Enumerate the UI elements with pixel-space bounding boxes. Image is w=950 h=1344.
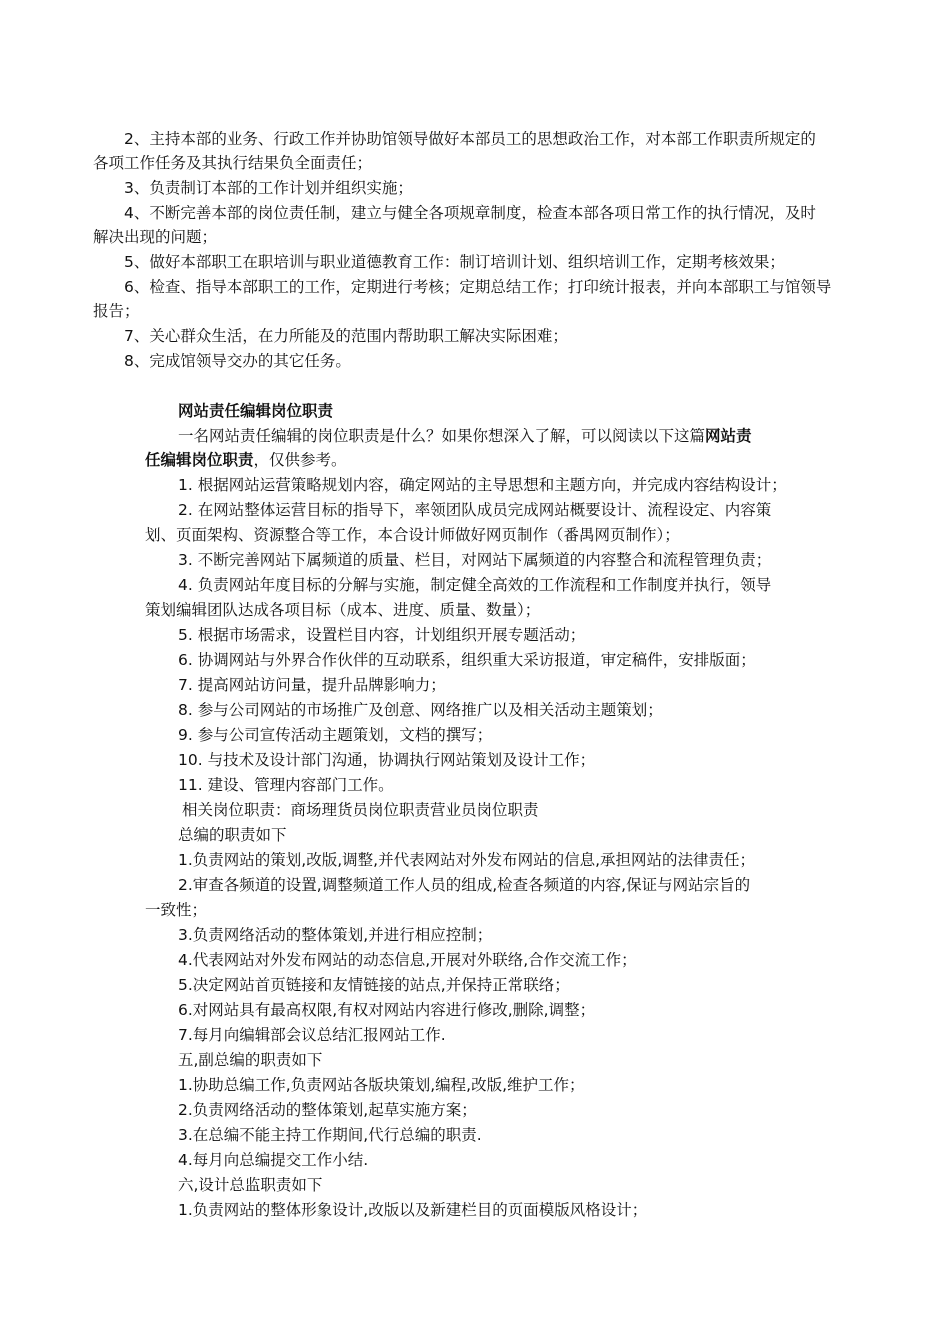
s5-heading: 六,设计总监职责如下 <box>178 1176 323 1194</box>
intro-text: 一名网站责任编辑的岗位职责是什么？如果你想深入了解，可以阅读以下这篇 <box>178 427 706 445</box>
s4-item2: 2.负责网络活动的整体策划,起草实施方案； <box>178 1101 477 1119</box>
s2-item4-line1: 4. 负责网站年度目标的分解与实施，制定健全高效的工作流程和工作制度并执行，领导 <box>178 576 772 594</box>
intro-bold-link-cont: 任编辑岗位职责 <box>145 451 254 469</box>
s2-item3: 3. 不断完善网站下属频道的质量、栏目，对网站下属频道的内容整合和流程管理负责； <box>178 551 772 569</box>
s3-item2-line2: 一致性； <box>145 901 208 919</box>
s1-item3: 3、负责制订本部的工作计划并组织实施； <box>124 179 413 197</box>
s5-item1: 1.负责网站的整体形象设计,改版以及新建栏目的页面模版风格设计； <box>178 1201 648 1219</box>
s2-item7: 7. 提高网站访问量，提升品牌影响力； <box>178 676 446 694</box>
s2-item2-line1: 2. 在网站整体运营目标的指导下，率领团队成员完成网站概要设计、流程设定、内容策 <box>178 501 772 519</box>
s1-item8: 8、完成馆领导交办的其它任务。 <box>124 352 351 370</box>
s1-item2-line2: 各项工作任务及其执行结果负全面责任； <box>93 154 373 172</box>
s1-item6-line1: 6、检查、指导本部职工的工作，定期进行考核；定期总结工作；打印统计报表，并向本部职工与馆领导 <box>124 278 832 296</box>
section-title: 网站责任编辑岗位职责 <box>178 402 334 420</box>
s1-item4-line1: 4、不断完善本部的岗位责任制，建立与健全各项规章制度，检查本部各项日常工作的执行情况，及时 <box>124 204 816 222</box>
s2-item11: 11. 建设、管理内容部门工作。 <box>178 776 394 794</box>
s2-intro-line2 <box>145 448 347 472</box>
s3-heading: 总编的职责如下 <box>178 826 287 844</box>
s3-item2-line1: 2.审查各频道的设置,调整频道工作人员的组成,检查各频道的内容,保证与网站宗旨的 <box>178 876 751 894</box>
s4-item1: 1.协助总编工作,负责网站各版块策划,编程,改版,维护工作； <box>178 1076 585 1094</box>
s4-heading: 五,副总编的职责如下 <box>178 1051 323 1069</box>
s3-item7: 7.每月向编辑部会议总结汇报网站工作. <box>178 1026 446 1044</box>
s2-item6: 6. 协调网站与外界合作伙伴的互动联系，组织重大采访报道，审定稿件，安排版面； <box>178 651 756 669</box>
s3-item6: 6.对网站具有最高权限,有权对网站内容进行修改,删除,调整； <box>178 1001 596 1019</box>
s1-item4-line2: 解决出现的问题； <box>93 228 218 246</box>
s2-item10: 10. 与技术及设计部门沟通，协调执行网站策划及设计工作； <box>178 751 596 769</box>
s3-item4: 4.代表网站对外发布网站的动态信息,开展对外联络,合作交流工作； <box>178 951 637 969</box>
s3-item1: 1.负责网站的策划,改版,调整,并代表网站对外发布网站的信息,承担网站的法律责任； <box>178 851 755 869</box>
s2-item1: 1. 根据网站运营策略规划内容，确定网站的主导思想和主题方向，并完成内容结构设计； <box>178 476 787 494</box>
s2-item2-line2: 划、页面架构、资源整合等工作，本合设计师做好网页制作（番禺网页制作）； <box>145 526 680 544</box>
s1-item2-line1: 2、主持本部的业务、行政工作并协助馆领导做好本部员工的思想政治工作，对本部工作职责所规定的 <box>124 130 816 148</box>
s4-item4: 4.每月向总编提交工作小结. <box>178 1151 369 1169</box>
s1-item6-line2: 报告； <box>93 302 140 320</box>
s1-item5: 5、做好本部职工在职培训与职业道德教育工作：制订培训计划、组织培训工作，定期考核效果； <box>124 253 785 271</box>
s2-intro-line1 <box>178 424 752 448</box>
s2-related: 相关岗位职责：商场理货员岗位职责营业员岗位职责 <box>182 801 539 819</box>
s2-item5: 5. 根据市场需求，设置栏目内容，计划组织开展专题活动； <box>178 626 586 644</box>
intro-text-end: ，仅供参考。 <box>253 451 347 469</box>
s2-item8: 8. 参与公司网站的市场推广及创意、网络推广以及相关活动主题策划； <box>178 701 663 719</box>
s3-item3: 3.负责网络活动的整体策划,并进行相应控制； <box>178 926 493 944</box>
intro-bold-link: 网站责 <box>705 427 752 445</box>
s2-item9: 9. 参与公司宣传活动主题策划，文档的撰写； <box>178 726 493 744</box>
s1-item7: 7、关心群众生活，在力所能及的范围内帮助职工解决实际困难； <box>124 327 568 345</box>
s3-item5: 5.决定网站首页链接和友情链接的站点,并保持正常联络； <box>178 976 570 994</box>
s4-item3: 3.在总编不能主持工作期间,代行总编的职责. <box>178 1126 482 1144</box>
s2-item4-line2: 策划编辑团队达成各项目标（成本、进度、质量、数量）； <box>145 601 541 619</box>
